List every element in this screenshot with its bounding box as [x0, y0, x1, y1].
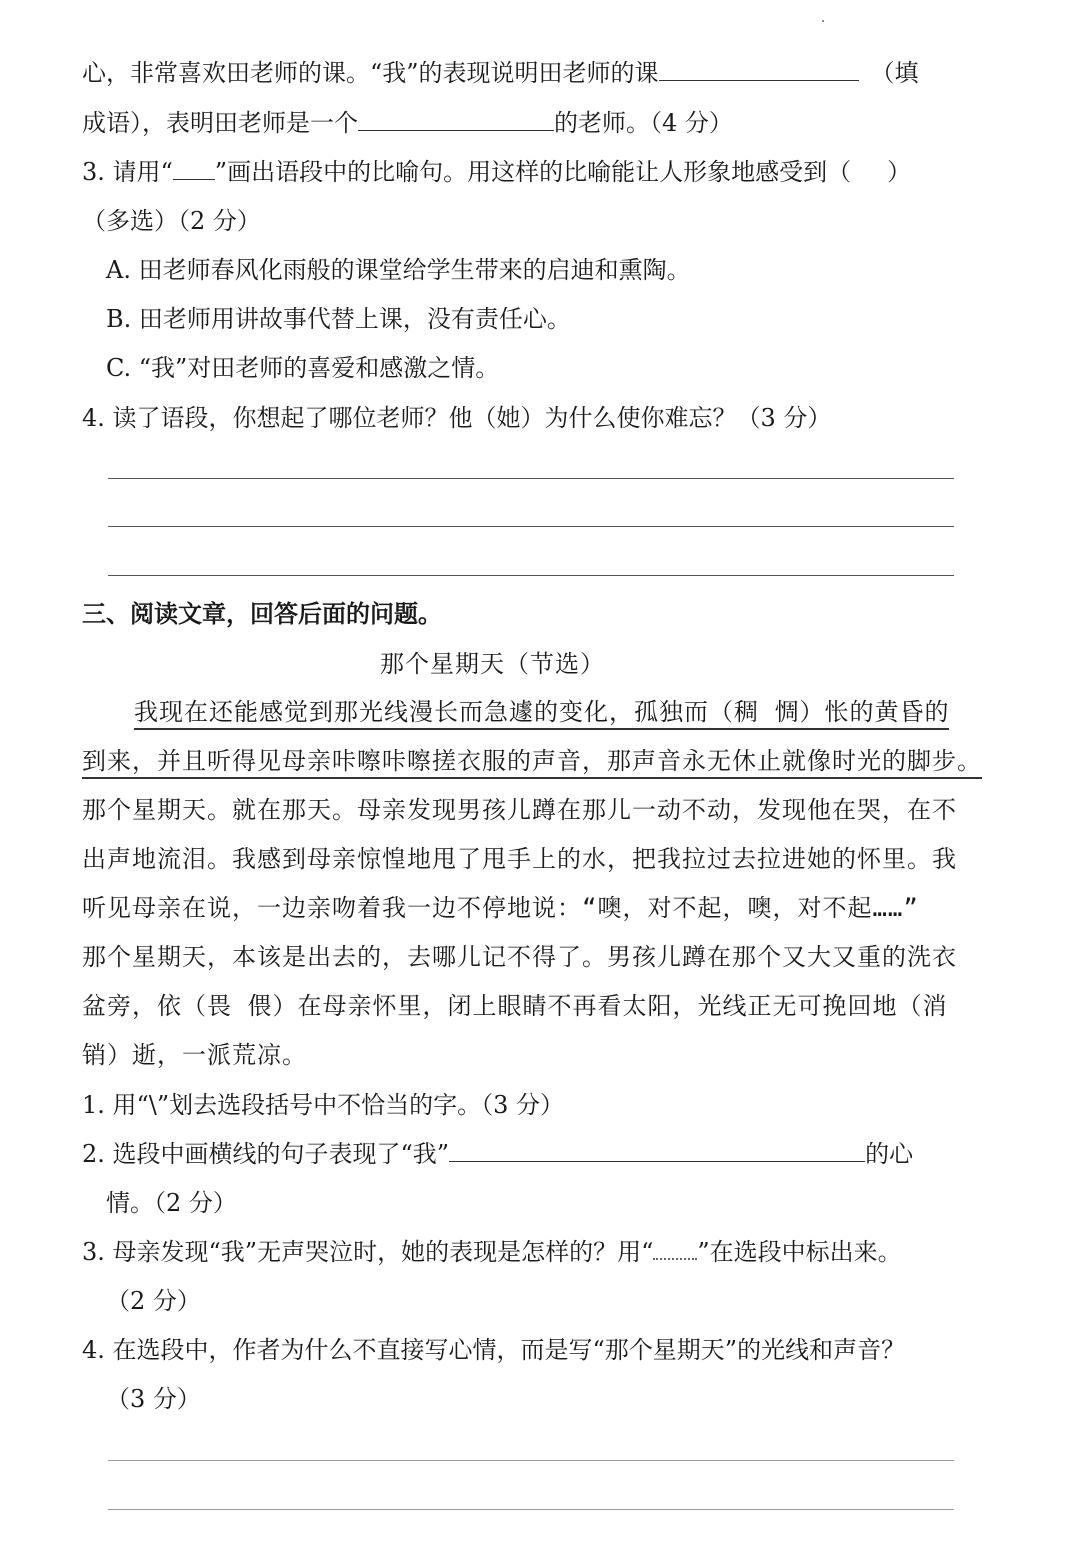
- q2-teacher-blank[interactable]: [358, 110, 554, 131]
- section-heading: 三、阅读文章，回答后面的问题。: [82, 599, 442, 628]
- q3-line1: [82, 155, 911, 189]
- answer-line-4[interactable]: [108, 1460, 954, 1461]
- p3-q4-line1: 4. 在选段中，作者为什么不直接写心情，而是写“那个星期天”的光线和声音？: [82, 1336, 906, 1364]
- passage-line: 销）逝，一派荒凉。: [82, 1041, 307, 1069]
- underlined-sentence-part2: 到来，并且听得见母亲咔嚓咔嚓搓衣服的声音，那声音永无休止就像时光的脚步。: [82, 747, 982, 779]
- passage-title: 那个星期天（节选）: [380, 650, 605, 678]
- passage-line: 盆旁，依（畏 偎）在母亲怀里，闭上眼睛不再看太阳，光线正无可挽回地（消: [82, 992, 948, 1020]
- q3-line2: （多选）（2 分）: [82, 207, 261, 235]
- q3-straight-line-mark: [173, 161, 215, 180]
- p3-q2-line1: [82, 1137, 913, 1171]
- answer-line-5[interactable]: [108, 1509, 954, 1510]
- p3-q3-text-a: 3. 母亲发现“我”无声哭泣时，她的表现是怎样的？用“: [82, 1238, 654, 1266]
- option-c[interactable]: C. “我”对田老师的喜爱和感激之情。: [106, 354, 500, 382]
- q2-text-b: （填: [870, 59, 919, 87]
- q2-idiom-blank[interactable]: [659, 60, 859, 81]
- q4-text: 4. 读了语段，你想起了哪位老师？他（她）为什么使你难忘？（3 分）: [82, 404, 832, 432]
- wavy-line-mark: [653, 1240, 697, 1260]
- passage-line: 出声地流泪。我感到母亲惊惶地甩了甩手上的水，把我拉过去拉进她的怀里。我: [82, 845, 957, 873]
- p3-q2-mood-blank[interactable]: [449, 1141, 865, 1162]
- passage-underlined-line-1: [134, 695, 949, 729]
- answer-line-2[interactable]: [108, 526, 954, 527]
- passage-underlined-line-2: [82, 744, 982, 778]
- p3-q2-text-b: 的心: [865, 1140, 914, 1168]
- answer-line-1[interactable]: [108, 478, 954, 479]
- p3-q2-line2: 情。（2 分）: [106, 1189, 237, 1217]
- q2-text-d: 的老师。（4 分）: [554, 109, 733, 137]
- option-a[interactable]: A. 田老师春风化雨般的课堂给学生带来的启迪和熏陶。: [106, 256, 691, 284]
- p3-q3-text-b: ”在选段中标出来。: [697, 1238, 902, 1266]
- passage-line: 听见母亲在说，一边亲吻着我一边不停地说：“噢，对不起，噢，对不起……”: [82, 894, 919, 922]
- q2-text-a: 心，非常喜欢田老师的课。“我”的表现说明田老师的课: [82, 59, 659, 87]
- scan-speck: [822, 20, 824, 22]
- q3-text-c: ）: [887, 158, 912, 186]
- q3-text-b: ”画出语段中的比喻句。用这样的比喻能让人形象地感受到（: [214, 158, 852, 186]
- q2-line2: [82, 106, 733, 140]
- q2-text-c: 成语），表明田老师是一个: [82, 109, 358, 137]
- answer-line-3[interactable]: [108, 575, 954, 576]
- p3-q3-line1: [82, 1235, 902, 1269]
- passage-line: 那个星期天，本该是出去的，去哪儿记不得了。男孩儿蹲在那个又大又重的洗衣: [82, 943, 957, 971]
- option-b[interactable]: B. 田老师用讲故事代替上课，没有责任心。: [106, 305, 571, 333]
- passage-line: 那个星期天。就在那天。母亲发现男孩儿蹲在那儿一动不动，发现他在哭，在不: [82, 796, 957, 824]
- underlined-sentence-part1: 我现在还能感觉到那光线漫长而急遽的变化，孤独而（稠 惆）怅的黄昏的: [134, 698, 949, 730]
- p3-q4-line2: （3 分）: [106, 1385, 201, 1413]
- p3-q1-text: 1. 用“\”划去选段括号中不恰当的字。（3 分）: [82, 1091, 565, 1119]
- p3-q3-line2: （2 分）: [106, 1287, 201, 1315]
- q3-text-a: 3. 请用“: [82, 158, 173, 186]
- q2-line1: [82, 56, 919, 90]
- p3-q2-text-a: 2. 选段中画横线的句子表现了“我”: [82, 1140, 450, 1168]
